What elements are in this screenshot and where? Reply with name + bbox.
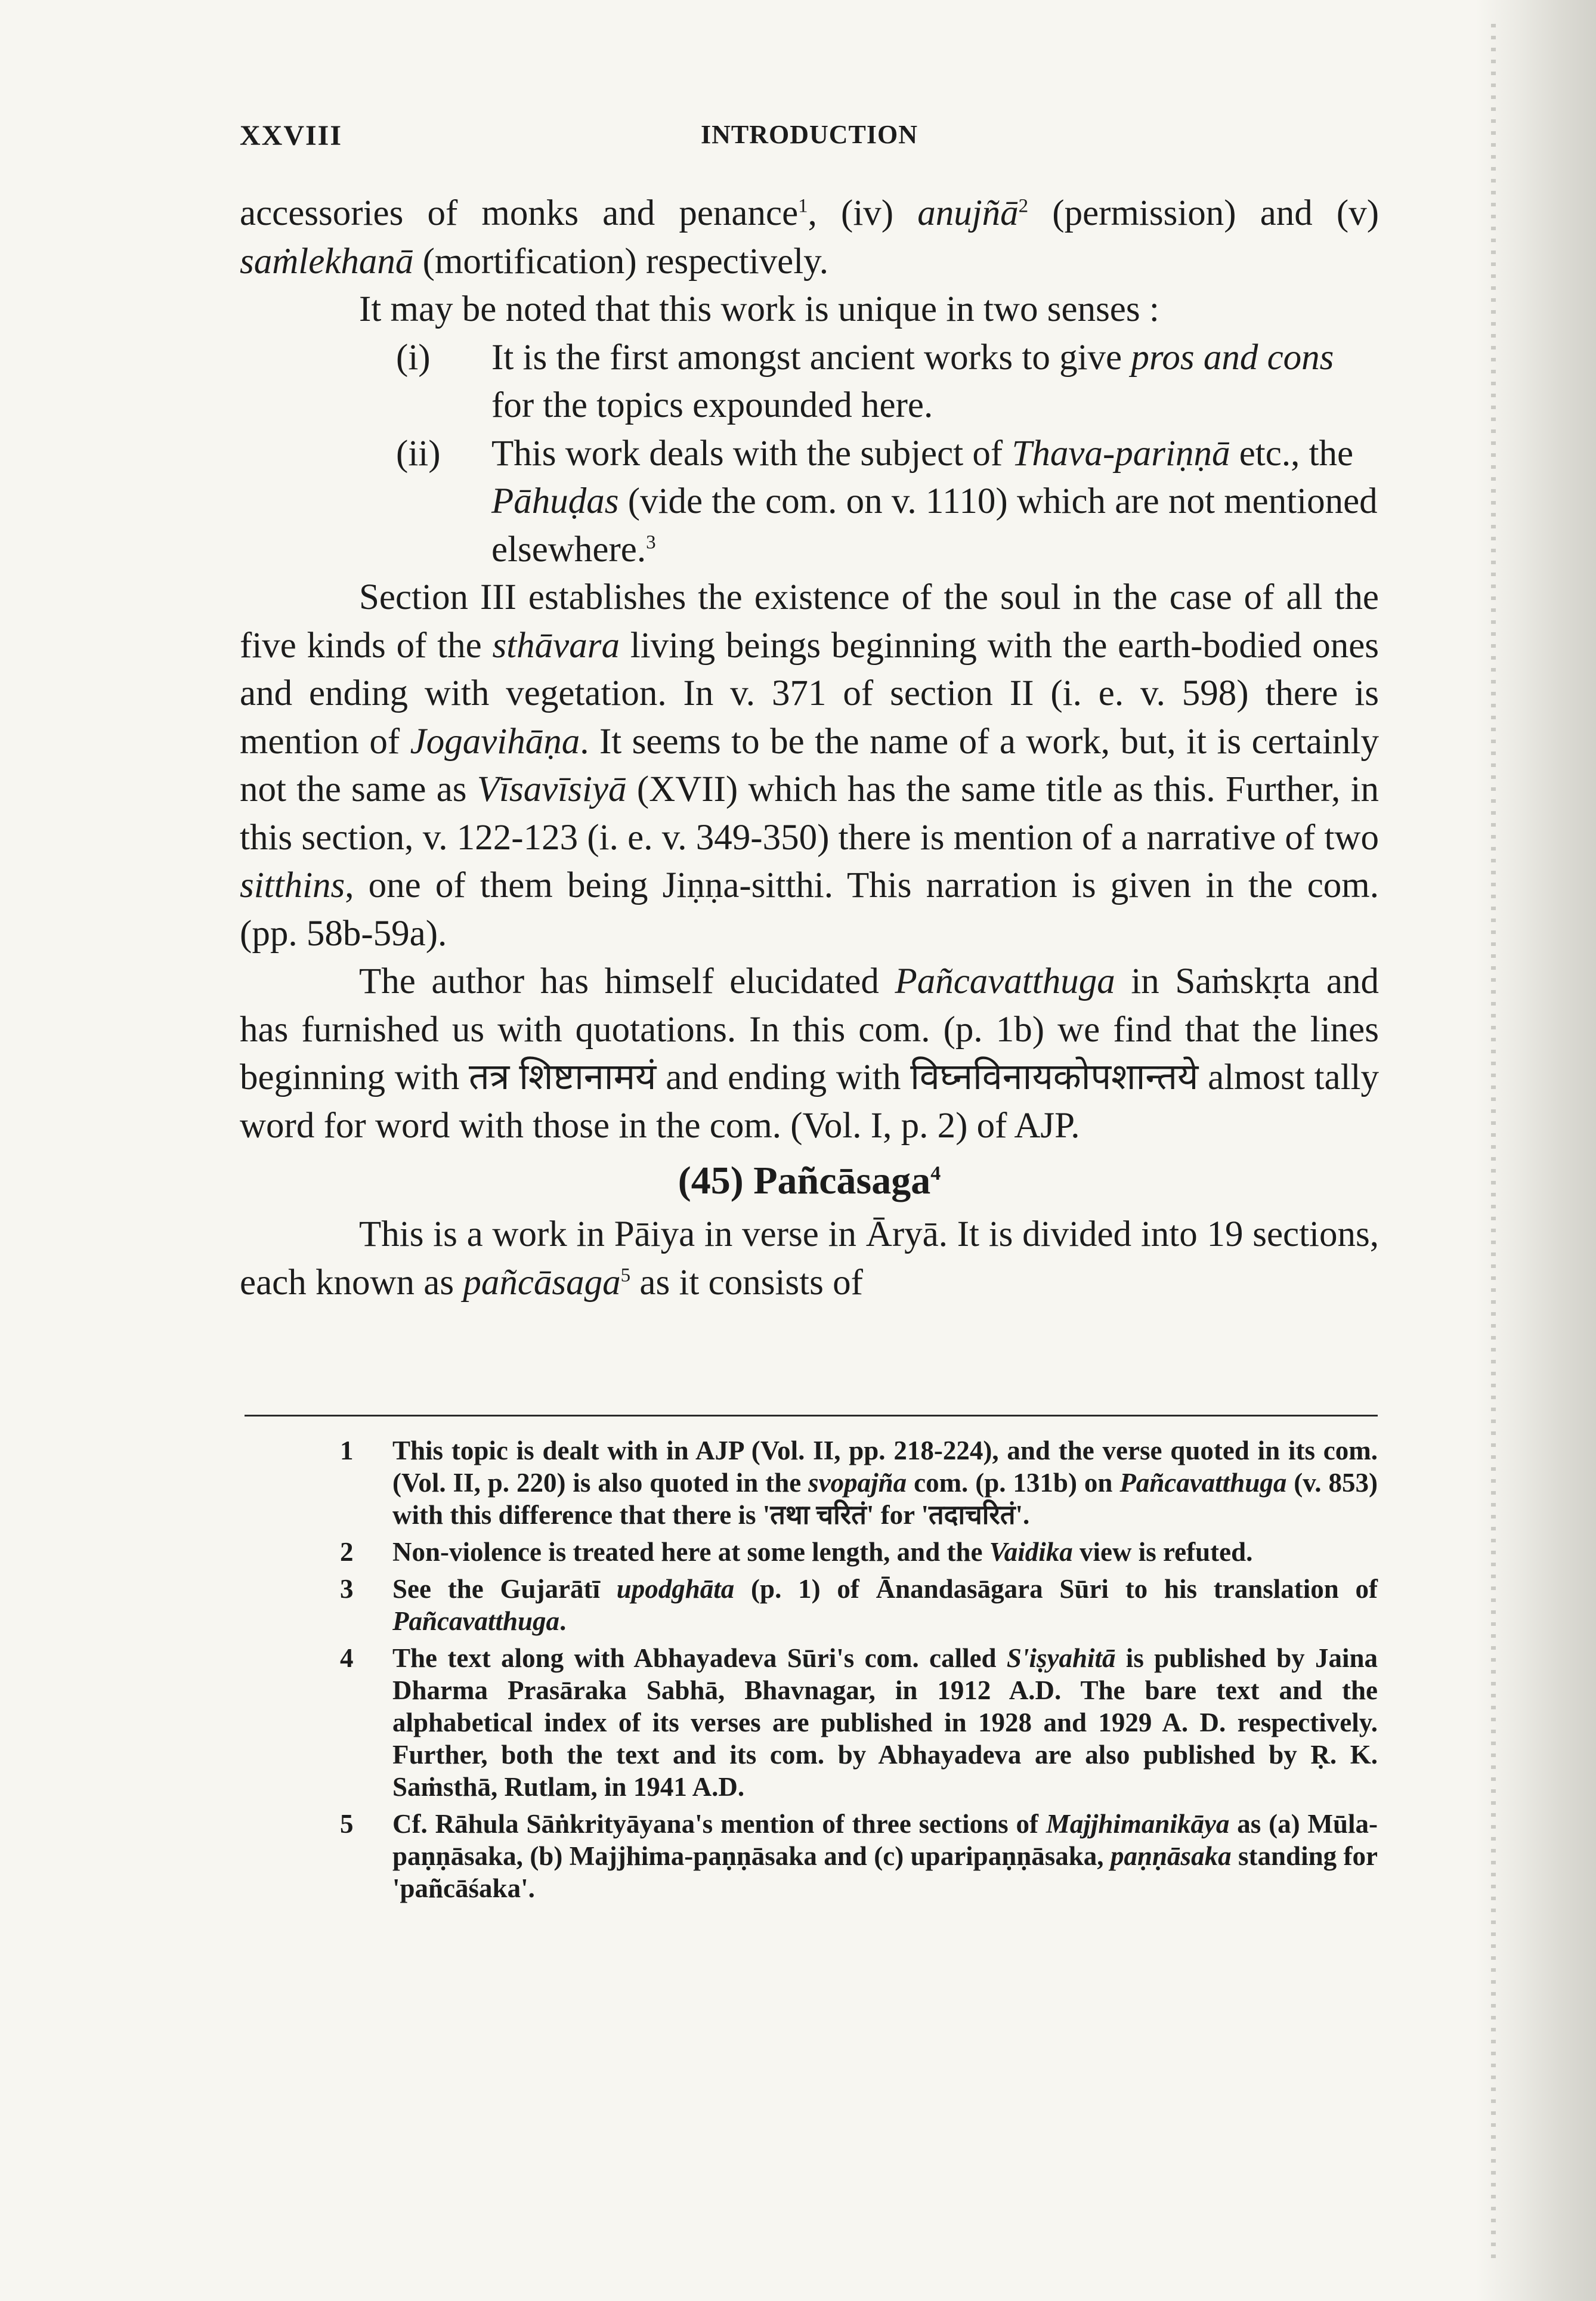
footnote-text: Cf. Rāhula Sāṅkrityāyana's mention of three sections of Majjhimanikāya as (a) Mūla-paṇṇāsaka, (b) Majjhima-paṇṇāsaka and (c) uparipaṇṇāsaka, paṇṇāsaka standing for 'pañcāśaka'. <box>392 1809 1378 1903</box>
running-head: INTRODUCTION <box>700 120 918 149</box>
footnote-rule <box>245 1415 1378 1417</box>
paragraph-5: This is a work in Pāiya in verse in Āryā. It is divided into 19 sections, each known as pañcāsaga$^5$ as it consists of <box>240 1214 1379 1303</box>
list-text: This work deals with the subject of Thava-pariṇṇā etc., the Pāhuḍas (vide the com. on v. 1110) which are not mentioned elsewhere.$^3$ <box>491 433 1378 570</box>
footnote-text: The text along with Abhayadeva Sūri's com. called S'iṣyahitā is published by Jaina Dharma Prasāraka Sabhā, Bhavnagar, in 1912 A.D. The bare text and the alphabetical index of its verses are published in 1928 and 1929 A. D. respectively. Further, both the text and its com. by Abhayadeva are also published by Ṛ. K. Saṁsthā, Rutlam, in 1941 A.D. <box>392 1643 1378 1802</box>
footnote-number: 1 <box>340 1436 354 1465</box>
paragraph-3: Section III establishes the existence of the soul in the case of all the five kinds of the sthāvara living beings beginning with the earth-bodied ones and ending with vegetation. In v. 371 of section II (i. e. v. 598) there is mention of Jogavihāṇa. It seems to be the name of a work, but, it is certainly not the same as Vīsavīsiyā (XVII) which has the same title as this. Further, in this section, v. 122-123 (i. e. v. 349-350) there is mention of a narrative of two sitthins, one of them being Jiṇṇa-sitthi. This narration is given in the com. (pp. 58b-59a). <box>240 577 1380 954</box>
list-number: (ii) <box>396 433 441 474</box>
footnotes <box>340 1434 1378 1909</box>
footnote <box>340 1434 1378 1531</box>
paragraph-1: accessories of monks and penance$^1$, (iv) anujñā$^2$ (permission) and (v) saṁlekhanā (mortification) respectively. <box>240 193 1380 282</box>
page-number: XXVIII <box>240 120 343 151</box>
footnote-text: This topic is dealt with in AJP (Vol. II, pp. 218-224), and the verse quoted in its com. (Vol. II, p. 220) is also quoted in the svopajña com. (p. 131b) on Pañcavatthuga (v. 853) with this difference that there is 'तथा चरितं' for 'तदाचरितं'. <box>392 1436 1378 1530</box>
page-header <box>240 119 1379 161</box>
footnote-number: 2 <box>340 1537 354 1567</box>
footnote-number: 4 <box>340 1643 354 1673</box>
paragraph-2: It may be noted that this work is unique in two senses : <box>359 289 1159 329</box>
main-text <box>240 190 1379 1307</box>
footnote-text: See the Gujarātī upodghāta (p. 1) of Ānandasāgara Sūri to his translation of Pañcavatthuga. <box>392 1574 1378 1636</box>
footnote <box>340 1808 1378 1904</box>
binding-edge <box>1491 24 1496 2266</box>
footnote-number: 5 <box>340 1809 354 1839</box>
footnote-text: Non-violence is treated here at some length, and the Vaidika view is refuted. <box>392 1537 1253 1567</box>
list-item-2 <box>396 430 1379 574</box>
paragraph-4: The author has himself elucidated Pañcavatthuga in Saṁskṛta and has furnished us with quotations. In this com. (p. 1b) we find that the lines beginning with तत्र शिष्टानामयं and ending with विघ्नविनायकोपशान्तये almost tally word for word with those in the com. (Vol. I, p. 2) of AJP. <box>240 961 1379 1146</box>
list-text: It is the first amongst ancient works to give pros and cons for the topics expounded here. <box>491 337 1334 425</box>
footnote <box>340 1536 1378 1568</box>
footnote <box>340 1642 1378 1803</box>
footnote <box>340 1573 1378 1637</box>
footnote-number: 3 <box>340 1574 354 1604</box>
list-item-1 <box>396 334 1379 430</box>
section-title: (45) Pañcāsaga$^4$ <box>678 1159 941 1202</box>
list-number: (i) <box>396 337 431 378</box>
